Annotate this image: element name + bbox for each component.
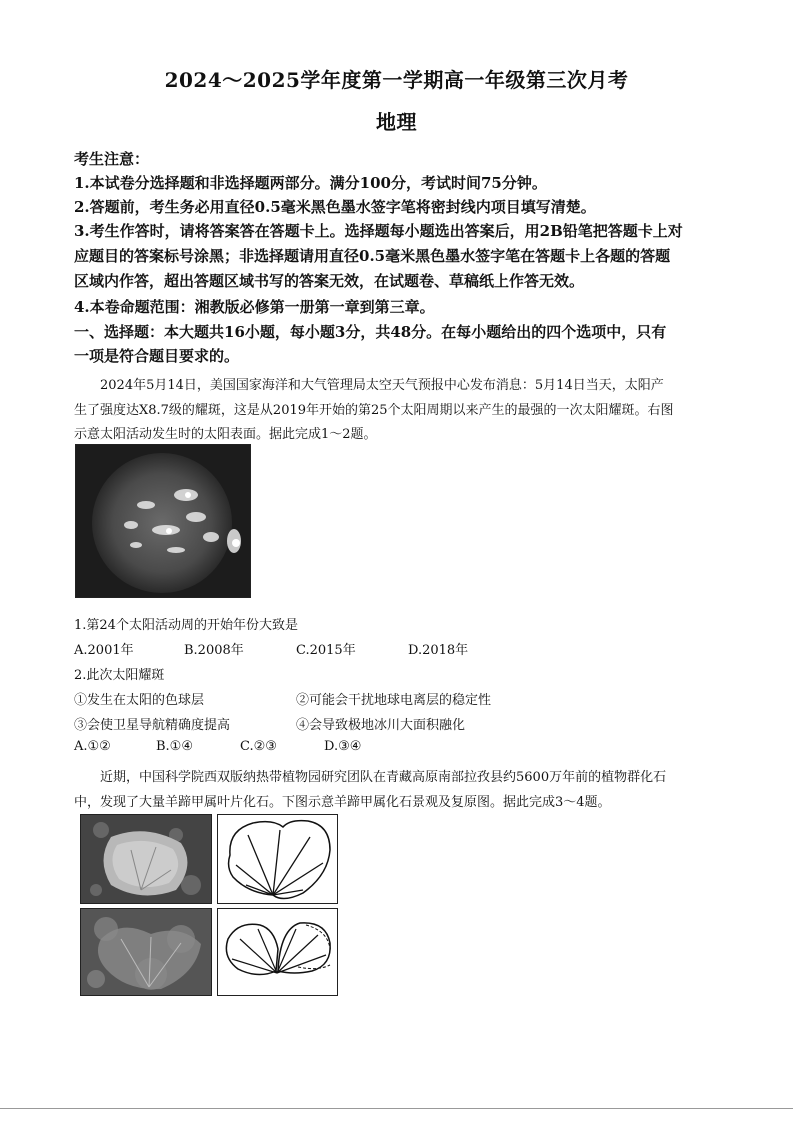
q1-option-b[interactable]: B.2008年 [184, 643, 244, 658]
notice-item-3-line2: 应题目的答案标号涂黑；非选择题请用直径0.5毫米黑色墨水签字笔在答题卡上各题的答题 [74, 247, 671, 265]
fossil-photo-1 [80, 814, 212, 904]
q2-statement-1: ①发生在太阳的色球层 [74, 693, 205, 708]
passage2-line2: 中，发现了大量羊蹄甲属叶片化石。下图示意羊蹄甲属化石景观及复原图。据此完成3～4题。 [74, 795, 611, 810]
sun-surface-photo [75, 444, 251, 598]
q2-option-c[interactable]: C.②③ [240, 739, 277, 754]
passage1-line2: 生了强度达X8.7级的耀斑，这是从2019年开始的第25个太阳周期以来产生的最强的一次太阳耀斑。右图 [74, 403, 674, 418]
passage1-line1: 2024年5月14日，美国国家海洋和大气管理局太空天气预报中心发布消息：5月14日当天，太阳产 [100, 378, 664, 393]
notice-heading: 考生注意： [74, 150, 150, 168]
leaf-reconstruction-2 [217, 908, 338, 996]
q2-stem: 2.此次太阳耀斑 [74, 668, 165, 683]
q2-option-a[interactable]: A.①② [74, 739, 111, 754]
fossil-photo-2 [80, 908, 212, 996]
leaf-reconstruction-1 [217, 814, 338, 904]
q1-option-a[interactable]: A.2001年 [74, 643, 134, 658]
q1-option-c[interactable]: C.2015年 [296, 643, 356, 658]
passage1-line3: 示意太阳活动发生时的太阳表面。据此完成1～2题。 [74, 427, 377, 442]
sun-surface-illustration [76, 445, 251, 598]
notice-item-4: 4.本卷命题范围：湘教版必修第一册第一章到第三章。 [74, 298, 435, 316]
notice-item-3-line1: 3.考生作答时，请将答案答在答题卡上。选择题每小题选出答案后，用2B铅笔把答题卡上对 [74, 222, 683, 240]
fossil-photo-2-illustration [81, 909, 212, 996]
q2-statement-4: ④会导致极地冰川大面积融化 [296, 718, 466, 733]
page-bottom-border [0, 1108, 793, 1109]
leaf-reconstruction-2-drawing [218, 909, 338, 996]
passage2-line1: 近期，中国科学院西双版纳热带植物园研究团队在青藏高原南部拉孜县约5600万年前的植物群化石 [100, 770, 667, 785]
exam-title: 2024～2025学年度第一学期高一年级第三次月考 [164, 68, 629, 92]
exam-subject: 地理 [376, 110, 417, 134]
section-heading-line2: 一项是符合题目要求的。 [74, 347, 240, 365]
notice-item-3-line3: 区域内作答，超出答题区域书写的答案无效，在试题卷、草稿纸上作答无效。 [74, 272, 585, 290]
q1-option-d[interactable]: D.2018年 [408, 643, 469, 658]
q2-option-b[interactable]: B.①④ [156, 739, 193, 754]
section-heading-line1: 一、选择题：本大题共16小题，每小题3分，共48分。在每小题给出的四个选项中，只有 [74, 323, 667, 341]
notice-item-2: 2.答题前，考生务必用直径0.5毫米黑色墨水签字笔将密封线内项目填写清楚。 [74, 198, 596, 216]
q2-option-d[interactable]: D.③④ [324, 739, 362, 754]
q1-stem: 1.第24个太阳活动周的开始年份大致是 [74, 618, 298, 633]
leaf-reconstruction-1-drawing [218, 815, 338, 904]
notice-item-1: 1.本试卷分选择题和非选择题两部分。满分100分，考试时间75分钟。 [74, 174, 547, 192]
q2-statement-2: ②可能会干扰地球电离层的稳定性 [296, 693, 492, 708]
fossil-photo-1-illustration [81, 815, 212, 904]
q2-statement-3: ③会使卫星导航精确度提高 [74, 718, 231, 733]
